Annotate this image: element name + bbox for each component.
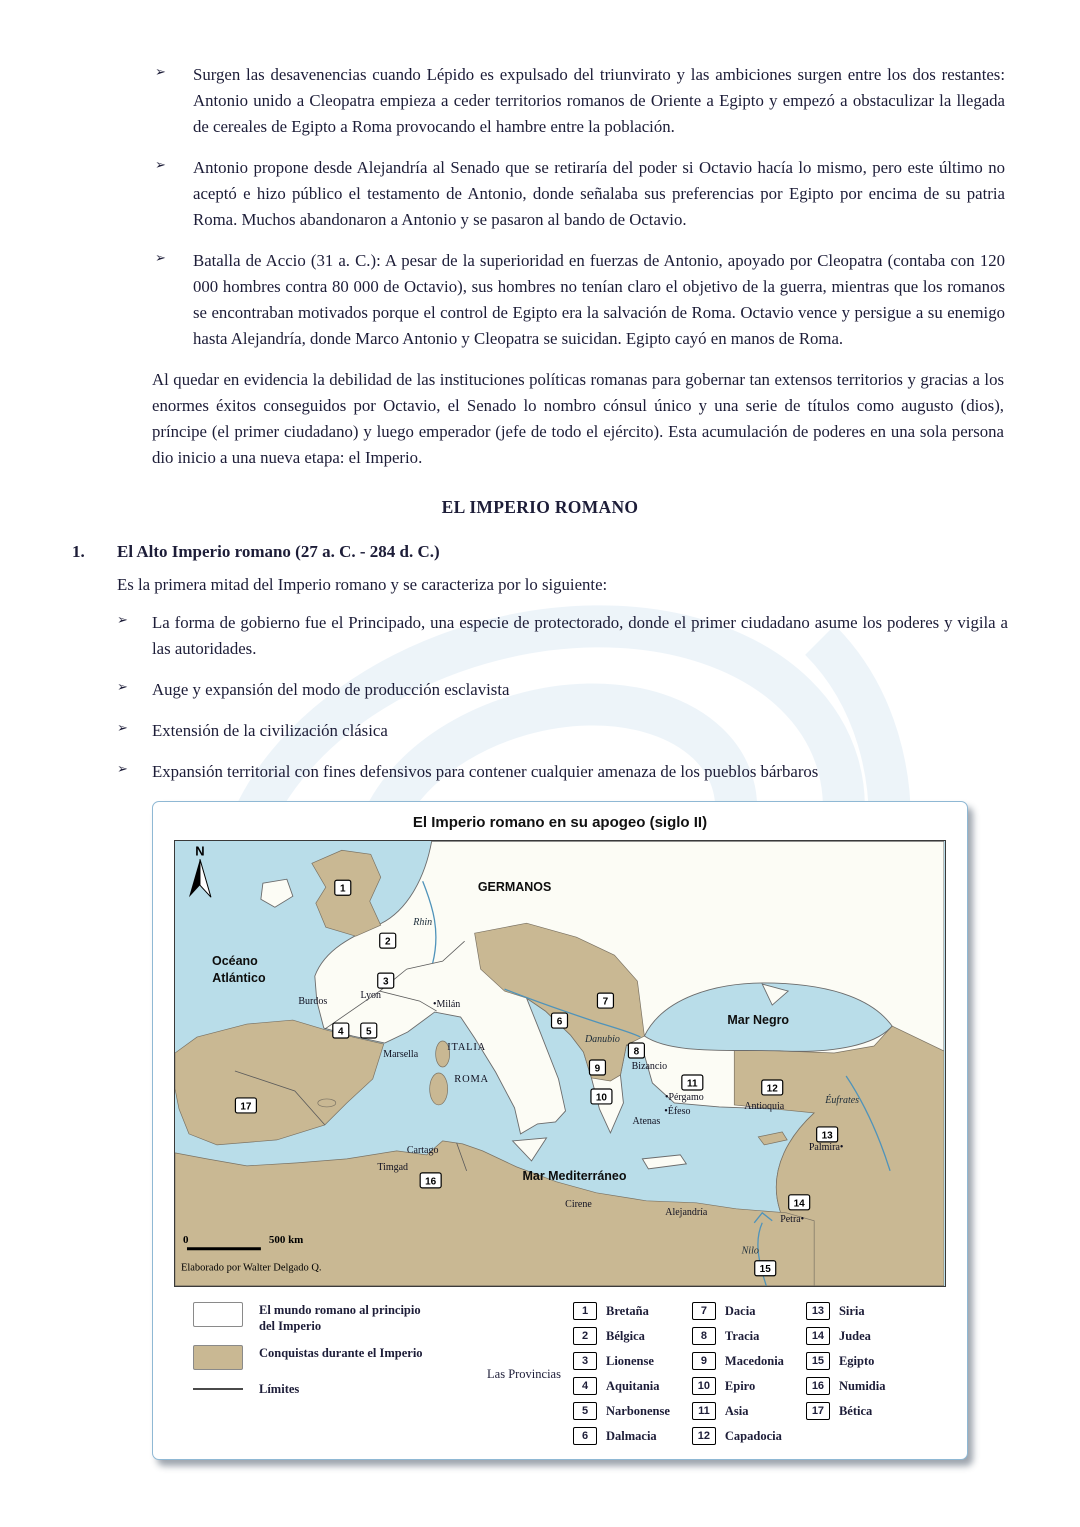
legend-label: Límites: [259, 1382, 300, 1396]
province-name: Tracia: [724, 1328, 760, 1343]
province-number: 11: [692, 1402, 716, 1420]
map-label: Océano: [212, 954, 258, 969]
province-legend-entry: [806, 1327, 886, 1345]
province-number: 6: [573, 1427, 597, 1445]
map-label: •Éfeso: [664, 1105, 691, 1117]
map-label: ITALIA: [447, 1042, 487, 1054]
province-legend-entry: [573, 1402, 670, 1420]
limit-line-swatch: [193, 1381, 243, 1390]
province-marker: [589, 1060, 605, 1075]
province-marker: [755, 1261, 776, 1276]
svg-text:9: 9: [594, 1063, 601, 1075]
svg-text:8: 8: [633, 1046, 640, 1058]
province-marker: [333, 1023, 349, 1038]
province-marker: [552, 1013, 568, 1028]
map-label: GERMANOS: [477, 880, 552, 895]
province-marker: [378, 973, 394, 988]
bullet-arrow-icon: ➢: [155, 251, 166, 266]
section-intro: Es la primera mitad del Imperio romano y se caracteriza por lo siguiente:: [117, 575, 608, 594]
province-legend-entry: [573, 1302, 670, 1320]
svg-text:16: 16: [425, 1176, 437, 1188]
province-number: 15: [806, 1352, 830, 1370]
figure-title: El Imperio romano en su apogeo (siglo II): [412, 814, 708, 831]
province-legend-entry: [692, 1427, 784, 1445]
svg-text:17: 17: [240, 1101, 252, 1113]
province-marker: [682, 1075, 703, 1090]
legend-item-limits: [193, 1381, 485, 1397]
map-label: Atenas: [632, 1115, 661, 1127]
province-name: Capadocia: [724, 1428, 782, 1443]
province-number: 7: [692, 1302, 716, 1320]
old-world-swatch: [193, 1302, 243, 1327]
legend-label: El mundo romano al principio del Imperio: [259, 1303, 421, 1333]
province-legend-entry: [692, 1402, 784, 1420]
bullet-arrow-icon: ➢: [117, 762, 128, 777]
section-heading: [0, 542, 1080, 562]
svg-text:14: 14: [793, 1198, 805, 1210]
svg-text:12: 12: [766, 1083, 778, 1095]
list-item: [117, 610, 1008, 662]
province-legend-entry: [573, 1377, 670, 1395]
bullet-text: Antonio propone desde Alejandría al Senado que se retiraría del poder si Octavio hacía lo mismo, pero este último no aceptó e hizo público el testamento de Antonio, donde señalaba sus preferencias por Egipto por encima de su patria Roma. Muchos abandonaron a Antonio y se pasaron al bando de Octavio.: [193, 158, 1005, 229]
province-legend-entry: [806, 1402, 886, 1420]
map-label: •Milán: [432, 999, 461, 1011]
province-name: Aquitania: [606, 1378, 660, 1393]
province-name: Bretaña: [606, 1303, 649, 1318]
province-number: 10: [692, 1377, 716, 1395]
map-label: ROMA: [454, 1073, 489, 1085]
map-label: Danubio: [584, 1034, 620, 1046]
province-legend-entry: [692, 1377, 784, 1395]
conquest-swatch: [193, 1345, 243, 1370]
province-legend-entry: [692, 1327, 784, 1345]
province-name: Lionense: [606, 1353, 654, 1368]
province-number: 1: [573, 1302, 597, 1320]
province-marker: [591, 1089, 612, 1104]
map-label: Marsella: [383, 1049, 419, 1061]
map-label: Palmira•: [808, 1141, 844, 1153]
bullet-text: Surgen las desavenencias cuando Lépido es expulsado del triunvirato y las ambiciones surgen entre los dos restantes: Antonio unido a Cleopatra empieza a ceder territorios romanos de Oriente a Egipto y empezó a obstaculizar la llegada de cereales de Egipto a Roma provocando el hambre entre la población.: [193, 65, 1005, 136]
svg-text:N: N: [195, 843, 205, 859]
section-title: El Alto Imperio romano (27 a. C. - 284 d. C.): [117, 542, 440, 561]
bullet-arrow-icon: ➢: [117, 721, 128, 736]
province-marker: [817, 1127, 838, 1142]
svg-text:3: 3: [382, 976, 389, 988]
list-item: [155, 62, 1005, 140]
provinces-legend: [485, 1302, 945, 1445]
map-label: Atlántico: [212, 971, 266, 986]
svg-text:2: 2: [384, 936, 391, 948]
map-label: Timgad: [377, 1161, 409, 1173]
province-name: Bética: [838, 1403, 873, 1418]
map-label: Mar Negro: [727, 1013, 790, 1028]
province-number: 3: [573, 1352, 597, 1370]
legend-item-old-world: [193, 1302, 485, 1334]
province-marker: [762, 1080, 783, 1095]
map-label: Bizancio: [631, 1060, 668, 1072]
top-bullet-list: [0, 62, 1080, 352]
province-name: Narbonense: [606, 1403, 670, 1418]
province-name: Epiro: [724, 1378, 756, 1393]
main-heading: EL IMPERIO ROMANO: [441, 497, 639, 517]
map-label: Petra•: [780, 1213, 805, 1225]
province-number: 14: [806, 1327, 830, 1345]
province-number: 5: [573, 1402, 597, 1420]
roman-empire-map: [175, 841, 944, 1286]
bullet-text: Auge y expansión del modo de producción esclavista: [152, 680, 510, 699]
map-label: Burdos: [298, 996, 328, 1008]
figure-card: [152, 801, 968, 1460]
province-number: 12: [692, 1427, 716, 1445]
closing-paragraph: Al quedar en evidencia la debilidad de las instituciones políticas romanas para gobernar tan extensos territorios y gracias a los enormes éxitos conseguidos por Octavio, el Senado lo nombro cónsul único y una serie de títulos como augusto (dios), príncipe (el primer ciudadano) y luego emperador (jefe de todo el ejército). Esta acumulación de poderes en una sola persona dio inicio a una nueva etapa: el Imperio.: [152, 370, 1004, 467]
bullet-arrow-icon: ➢: [155, 158, 166, 173]
province-name: Dalmacia: [606, 1428, 657, 1443]
map-island-baleares: [318, 1099, 336, 1107]
province-legend-entry: [573, 1327, 670, 1345]
province-column: [806, 1302, 886, 1445]
svg-text:500 km: 500 km: [268, 1233, 304, 1246]
province-number: 2: [573, 1327, 597, 1345]
list-item: [155, 155, 1005, 233]
svg-text:7: 7: [602, 996, 609, 1008]
province-marker: [235, 1098, 256, 1113]
map-legend: [165, 1300, 955, 1445]
province-marker: [628, 1043, 644, 1058]
svg-text:11: 11: [687, 1078, 698, 1090]
province-column: [692, 1302, 784, 1445]
province-name: Dacia: [724, 1303, 756, 1318]
map-label: Lyon: [360, 990, 381, 1002]
provinces-columns: [573, 1302, 885, 1445]
province-name: Egipto: [838, 1353, 875, 1368]
svg-text:1: 1: [340, 883, 346, 895]
province-name: Siria: [838, 1303, 865, 1318]
svg-text:10: 10: [595, 1092, 607, 1104]
list-item: [155, 248, 1005, 352]
province-column: [573, 1302, 670, 1445]
legend-area-items: [193, 1302, 485, 1445]
bullet-text: La forma de gobierno fue el Principado, una especie de protectorado, donde el primer ciudadano asume los poderes y vigila a las autoridades.: [152, 613, 1008, 658]
map-label: Rhin: [413, 917, 433, 929]
province-legend-entry: [806, 1377, 886, 1395]
map-island-sardinia: [430, 1073, 448, 1105]
province-number: 13: [806, 1302, 830, 1320]
province-number: 16: [806, 1377, 830, 1395]
map-label: Cartago: [406, 1144, 439, 1156]
province-legend-entry: [573, 1427, 670, 1445]
section-bullet-list: [0, 610, 1080, 785]
province-legend-entry: [692, 1302, 784, 1320]
map-label: Cirene: [565, 1198, 592, 1210]
map-label: •Pérgamo: [664, 1091, 704, 1103]
bullet-arrow-icon: ➢: [117, 680, 128, 695]
province-number: 8: [692, 1327, 716, 1345]
list-item: [117, 677, 1008, 703]
legend-item-conquests: [193, 1345, 485, 1370]
province-legend-entry: [692, 1352, 784, 1370]
province-legend-entry: [806, 1352, 886, 1370]
list-item: [117, 759, 1008, 785]
map-label: Nilo: [741, 1245, 759, 1257]
bullet-text: Expansión territorial con fines defensivos para contener cualquier amenaza de los pueblos bárbaros: [152, 762, 819, 781]
bullet-text: Batalla de Accio (31 a. C.): A pesar de la superioridad en fuerzas de Antonio, apoyado por Cleopatra (contaba con 120 000 hombres contra 80 000 de Octavio), sus hombres no tenían claro el objetivo de la guerra, mientras que los romanos se encontraban motivados porque el control de Egipto era la salvación de Roma. Octavio vence y persigue a su enemigo hasta Alejandría, donde Marco Antonio y Cleopatra se suicidan. Egipto cayó en manos de Roma.: [193, 251, 1005, 348]
province-number: 9: [692, 1352, 716, 1370]
svg-text:6: 6: [556, 1016, 563, 1028]
svg-text:0: 0: [182, 1233, 189, 1246]
province-marker: [380, 933, 396, 948]
svg-text:13: 13: [821, 1130, 833, 1142]
province-legend-entry: [573, 1352, 670, 1370]
list-item: [117, 718, 1008, 744]
bullet-text: Extensión de la civilización clásica: [152, 721, 388, 740]
province-name: Bélgica: [606, 1328, 645, 1343]
svg-text:15: 15: [759, 1264, 771, 1276]
province-marker: [420, 1173, 441, 1188]
provinces-title: Las Provincias: [487, 1366, 561, 1381]
map-label: Alejandría: [665, 1206, 708, 1218]
province-name: Asia: [724, 1403, 749, 1418]
province-marker: [335, 880, 351, 895]
province-marker: [597, 993, 613, 1008]
svg-text:5: 5: [365, 1026, 372, 1038]
province-name: Judea: [838, 1328, 871, 1343]
province-number: 4: [573, 1377, 597, 1395]
province-marker: [361, 1023, 377, 1038]
map-label: Antioquia: [744, 1100, 785, 1112]
map-label: Éufrates: [825, 1094, 860, 1106]
map-frame: [174, 840, 946, 1287]
bullet-arrow-icon: ➢: [117, 613, 128, 628]
province-name: Macedonia: [724, 1353, 784, 1368]
province-name: Numidia: [838, 1378, 886, 1393]
map-label: Mar Mediterráneo: [522, 1168, 627, 1183]
province-marker: [789, 1195, 810, 1210]
province-number: 17: [806, 1402, 830, 1420]
map-credit: Elaborado por Walter Delgado Q.: [180, 1262, 322, 1274]
province-legend-entry: [806, 1302, 886, 1320]
section-number: 1.: [72, 542, 85, 561]
bullet-arrow-icon: ➢: [155, 65, 166, 80]
legend-label: Conquistas durante el Imperio: [259, 1346, 423, 1360]
svg-text:4: 4: [338, 1026, 344, 1038]
